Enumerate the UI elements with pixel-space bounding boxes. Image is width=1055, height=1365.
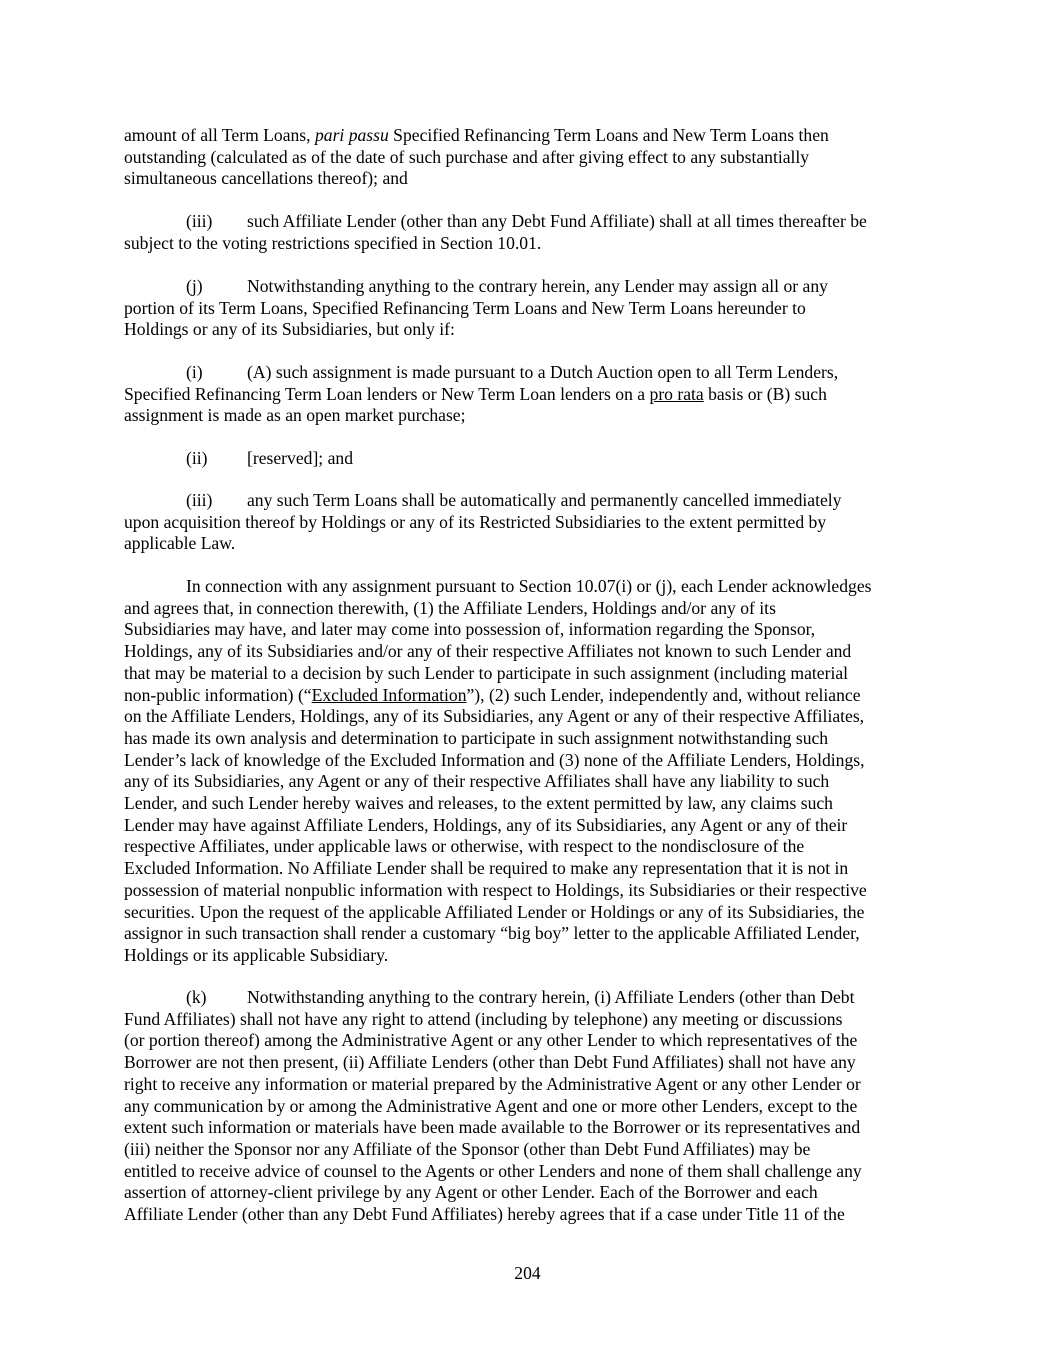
text-line: non-public information) (“Excluded Information”), (2) such Lender, independently and, without reliance xyxy=(124,684,861,705)
text-line: applicable Law. xyxy=(124,533,236,554)
text-line: possession of material nonpublic information with respect to Holdings, its Subsidiaries or their respective xyxy=(124,879,867,900)
text-line: Subsidiaries may have, and later may come into possession of, information regarding the Sponsor, xyxy=(124,619,816,640)
text-line: assignor in such transaction shall render a customary “big boy” letter to the applicable Affiliated Lender, xyxy=(124,923,860,944)
text-line: simultaneous cancellations thereof); and xyxy=(124,168,408,189)
text-line: right to receive any information or material prepared by the Administrative Agent or any other Lender or xyxy=(124,1073,861,1094)
text-line: Specified Refinancing Term Loan lenders or New Term Loan lenders on a pro rata basis or (B) such xyxy=(124,383,827,404)
clause-label: (ii) xyxy=(186,448,208,468)
text-line: (iii) any such Term Loans shall be automatically and permanently cancelled immediately xyxy=(186,490,842,510)
clause-label: (j) xyxy=(186,276,203,296)
text-line: any communication by or among the Administrative Agent and one or more other Lenders, except to the xyxy=(124,1095,858,1116)
text-line: (iii) such Affiliate Lender (other than any Debt Fund Affiliate) shall at all times thereafter be xyxy=(186,211,867,231)
text-line: securities. Upon the request of the applicable Affiliated Lender or Holdings or any of its Subsidiaries, the xyxy=(124,901,865,922)
text-line: extent such information or materials have been made available to the Borrower or its representatives and xyxy=(124,1117,861,1138)
text-line: outstanding (calculated as of the date of such purchase and after giving effect to any substantially xyxy=(124,146,810,167)
text-line: (iii) neither the Sponsor nor any Affiliate of the Sponsor (other than Debt Fund Affiliates) may be xyxy=(124,1138,811,1159)
clause-label: (iii) xyxy=(186,490,213,510)
text-line: any of its Subsidiaries, any Agent or any of their respective Affiliates shall have any liability to such xyxy=(124,771,830,792)
text-line: Affiliate Lender (other than any Debt Fund Affiliates) hereby agrees that if a case under Title 11 of the xyxy=(124,1204,845,1225)
text-line: upon acquisition thereof by Holdings or any of its Restricted Subsidiaries to the extent permitted by xyxy=(124,511,827,532)
text-line: Lender, and such Lender hereby waives and releases, to the extent permitted by law, any claims such xyxy=(124,793,833,814)
text-line: Holdings or its applicable Subsidiary. xyxy=(124,944,389,965)
text-line: In connection with any assignment pursuant to Section 10.07(i) or (j), each Lender acknowledges xyxy=(186,576,872,596)
text-line: (k) Notwithstanding anything to the contrary herein, (i) Affiliate Lenders (other than Debt xyxy=(186,987,855,1007)
section-k xyxy=(124,987,939,1226)
paragraph-continuation xyxy=(124,125,939,190)
text-line: has made its own analysis and determination to participate in such assignment notwithstanding such xyxy=(124,727,829,748)
text-line: Lender’s lack of knowledge of the Excluded Information and (3) none of the Affiliate Lenders, Holdings, xyxy=(124,749,865,770)
clause-label: (i) xyxy=(186,362,203,382)
clause-label: (k) xyxy=(186,987,207,1007)
text-line: (or portion thereof) among the Administrative Agent or any other Lender to which representatives of the xyxy=(124,1030,858,1051)
text-line: entitled to receive advice of counsel to the Agents or other Lenders and none of them shall challenge any xyxy=(124,1160,862,1181)
page-number: 204 xyxy=(514,1263,541,1283)
text-line: on the Affiliate Lenders, Holdings, any of its Subsidiaries, any Agent or any of their respective Affiliates, xyxy=(124,706,865,727)
text-line: Lender may have against Affiliate Lenders, Holdings, any of its Subsidiaries, any Agent or any of their xyxy=(124,814,848,835)
text-line: portion of its Term Loans, Specified Refinancing Term Loans and New Term Loans hereunder to xyxy=(124,297,806,318)
section-j xyxy=(124,276,939,341)
clause-iii-voting xyxy=(124,211,939,254)
text-line: (i) (A) such assignment is made pursuant to a Dutch Auction open to all Term Lenders, xyxy=(186,362,839,382)
text-line: assignment is made as an open market purchase; xyxy=(124,405,466,426)
text-line: that may be material to a decision by such Lender to participate in such assignment (including material xyxy=(124,662,849,683)
text-line: and agrees that, in connection therewith, (1) the Affiliate Lenders, Holdings and/or any of its xyxy=(124,597,776,618)
text-line: Holdings, any of its Subsidiaries and/or any of their respective Affiliates not known to such Lender and xyxy=(124,641,852,662)
text-line: amount of all Term Loans, pari passu Specified Refinancing Term Loans and New Term Loans then xyxy=(124,125,829,145)
paragraph-excluded-information xyxy=(124,576,939,967)
text-line: respective Affiliates, under applicable laws or otherwise, with respect to the nondisclosure of the xyxy=(124,836,805,857)
text-line: assertion of attorney-client privilege by any Agent or other Lender. Each of the Borrower and each xyxy=(124,1182,818,1203)
clause-iii-cancellation xyxy=(124,490,939,555)
text-line: Holdings or any of its Subsidiaries, but only if: xyxy=(124,319,455,340)
clause-i-dutch-auction xyxy=(124,362,939,427)
clause-label: (iii) xyxy=(186,211,213,231)
text-line: Excluded Information. No Affiliate Lender shall be required to make any representation that it is not in xyxy=(124,858,849,879)
clause-ii-reserved xyxy=(124,448,939,470)
text-line: Borrower are not then present, (ii) Affiliate Lenders (other than Debt Fund Affiliates) shall not have any xyxy=(124,1052,856,1073)
text-line: Fund Affiliates) shall not have any right to attend (including by telephone) any meeting or discussions xyxy=(124,1008,843,1029)
text-line: subject to the voting restrictions specified in Section 10.01. xyxy=(124,232,542,253)
text-line: (j) Notwithstanding anything to the contrary herein, any Lender may assign all or any xyxy=(186,276,828,296)
text-line: (ii) [reserved]; and xyxy=(186,448,353,468)
